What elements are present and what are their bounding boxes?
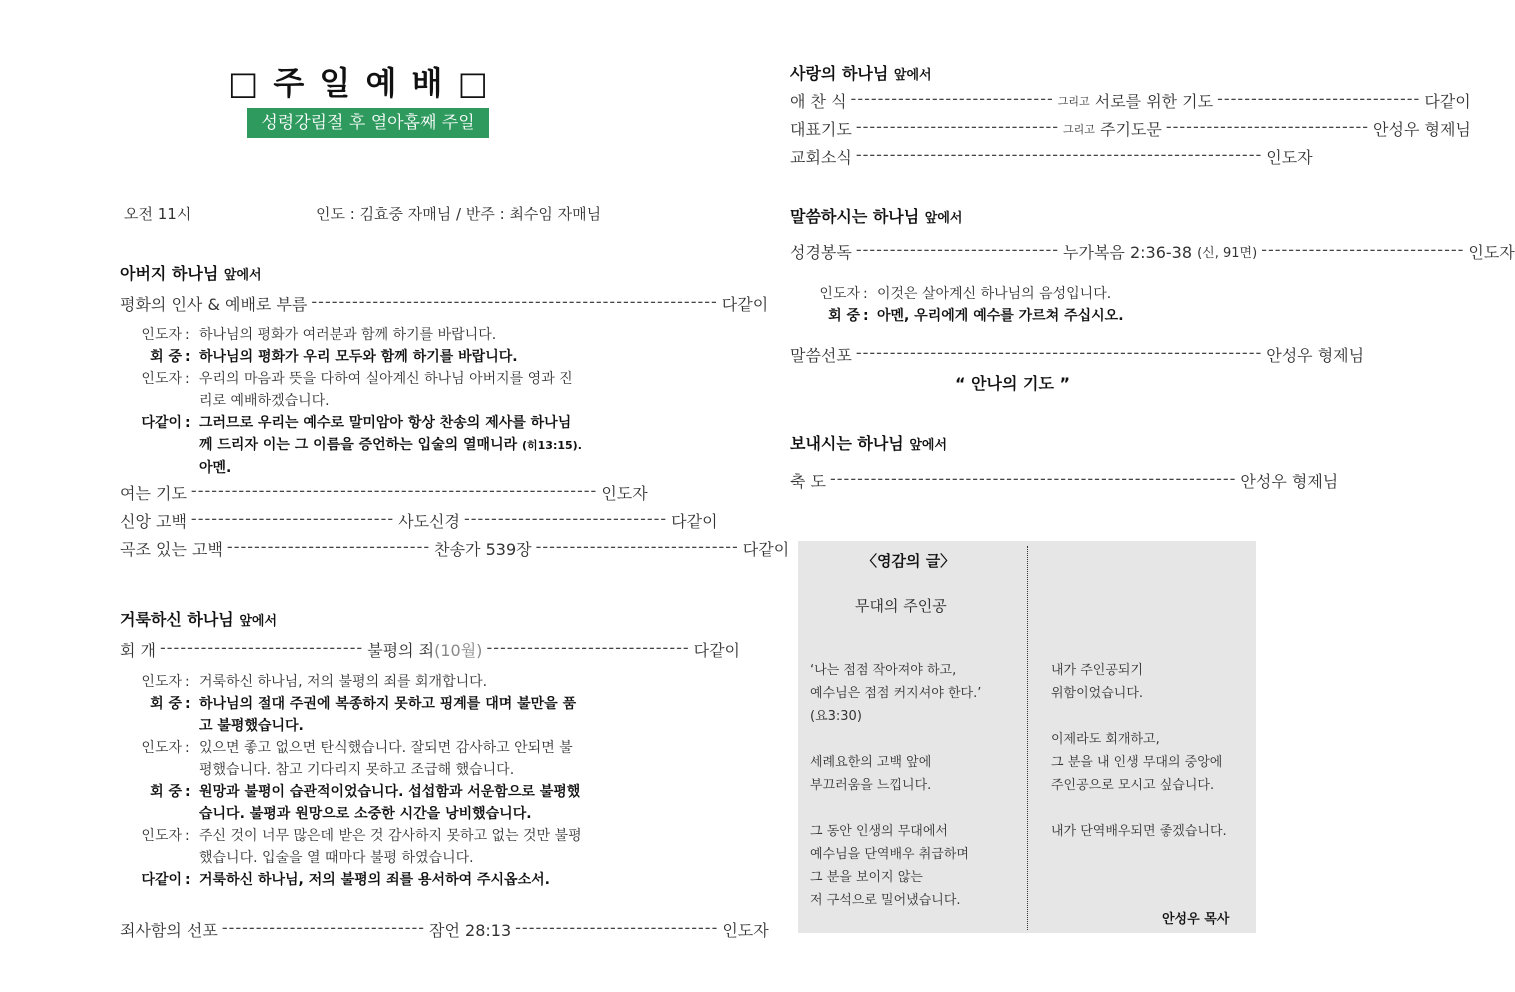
responsive-reading-1: 인도자 : 하나님의 평화가 여러분과 함께 하기를 바랍니다. 회 중 : 하나님의 평화가 우리 모두와 함께 하기를 바랍니다. 인도자 : 우리의 마음과 뜻을 다하여 실아계신 하나님 아버지를 영과 진리로 예배하겠습니다. 다같이 : 그러므로 우리는 예수로 말미암아 항상 찬송의 제사를 하나님께 드리자 이는 그 이름을 증언하는 입술의 열매니라 (히13:15). 아멘. (141, 327, 582, 476)
section-heading-holy: 거룩하신 하나님 앞에서 (120, 610, 278, 629)
order-item-hymn-confession: 곡조 있는 고백 ------------------------------ 찬송가 539장 ------------------------------ 다같이 (120, 537, 790, 559)
leaders-info: 인도 : 김효중 자매님 / 반주 : 최수임 자매님 (316, 205, 602, 223)
inspiration-divider (1027, 546, 1028, 930)
order-item-rep-prayer: 대표기도 ------------------------------ 그리고 주기도문 ------------------------------ 안성우 형제님 (790, 117, 1471, 139)
sermon-title: “ 안나의 기도 ” (955, 374, 1071, 393)
responsive-reading-2: 인도자 : 거룩하신 하나님, 저의 불평의 죄를 회개합니다. 회 중 : 하나님의 절대 주권에 복종하지 못하고 핑계를 대며 불만을 품고 불평했습니다. 인도자 : 있으면 좋고 없으면 탄식했습니다. 잘되면 감사하고 안되면 불평했습니다. 참고 기다리지 못하고 조급해 했습니다. 회 중 : 원망과 불평이 습관적이었습니다. 섭섭함과 서운함으로 불평했습니다. 불평과 원망으로 소중한 시간을 낭비했습니다. 인도자 : 주신 것이 너무 많은데 받은 것 감사하지 못하고 없는 것만 불평했습니다. 입술을 열 때마다 불평 하였습니다. 다같이 : 거룩하신 하나님, 저의 불평의 죄를 용서하여 주시옵소서. (141, 674, 582, 888)
order-item-greeting: 평화의 인사 & 예배로 부름 ------------------------------------------------------------ 다같이 (120, 292, 769, 314)
section-heading-love: 사랑의 하나님 앞에서 (790, 64, 932, 83)
order-item-absolution: 죄사함의 선포 ------------------------------ 잠언 28:13 ------------------------------ 인도자 (120, 918, 769, 940)
order-item-repentance: 회 개 ------------------------------ 불평의 죄 (10월) ------------------------------ 다같이 (120, 638, 741, 660)
order-item-benediction: 축 도 ------------------------------------------------------------ 안성우 형제님 (790, 469, 1339, 491)
inspiration-text-left: ‘나는 점점 작아져야 하고, 예수님은 점점 커지셔야 한다.’ (요3:30) 세례요한의 고백 앞에 부끄러움을 느낍니다. 그 동안 인생의 무대에서 예수님을 단역배우 취급하며 그 분을 보이지 않는 저 구석으로 밀어냈습니다. (810, 663, 982, 908)
section-heading-sending: 보내시는 하나님 앞에서 (790, 434, 948, 453)
page-title: □ 주 일 예 배 □ (228, 64, 490, 102)
order-item-sermon: 말씀선포 ------------------------------------------------------------ 안성우 형제님 (790, 343, 1365, 365)
order-item-opening-prayer: 여는 기도 ------------------------------------------------------------ 인도자 (120, 481, 648, 503)
section-heading-father: 아버지 하나님 앞에서 (120, 264, 262, 283)
order-item-news: 교회소식 ------------------------------------------------------------ 인도자 (790, 145, 1313, 167)
order-item-scripture: 성경봉독 ------------------------------ 누가복음 2:36-38 (신, 91면) ------------------------------ 인도자 (790, 240, 1515, 262)
inspiration-heading: 〈영감의 글〉 (862, 552, 956, 570)
order-item-creed: 신앙 고백 ------------------------------ 사도신경 ------------------------------ 다같이 (120, 509, 718, 531)
inspiration-title: 무대의 주인공 (855, 597, 947, 615)
inspiration-author: 안성우 목사 (1162, 912, 1230, 927)
responsive-reading-3: 인도자 : 이것은 살아계신 하나님의 음성입니다. 회 중 : 아멘, 우리에게 예수를 가르쳐 주십시오. (819, 286, 1124, 324)
order-item-love-feast: 애 찬 식 ------------------------------ 그리고 서로를 위한 기도 ------------------------------ 다같이 (790, 89, 1471, 111)
inspiration-text-right: 내가 주인공되기 위함이었습니다. 이제라도 회개하고, 그 분을 내 인생 무대의 중앙에 주인공으로 모시고 싶습니다. 내가 단역배우되면 좋겠습니다. (1051, 663, 1227, 839)
section-heading-word: 말씀하시는 하나님 앞에서 (790, 207, 963, 226)
service-time: 오전 11시 (124, 205, 192, 223)
subtitle-badge: 성령강림절 후 열아홉째 주일 (247, 108, 489, 138)
